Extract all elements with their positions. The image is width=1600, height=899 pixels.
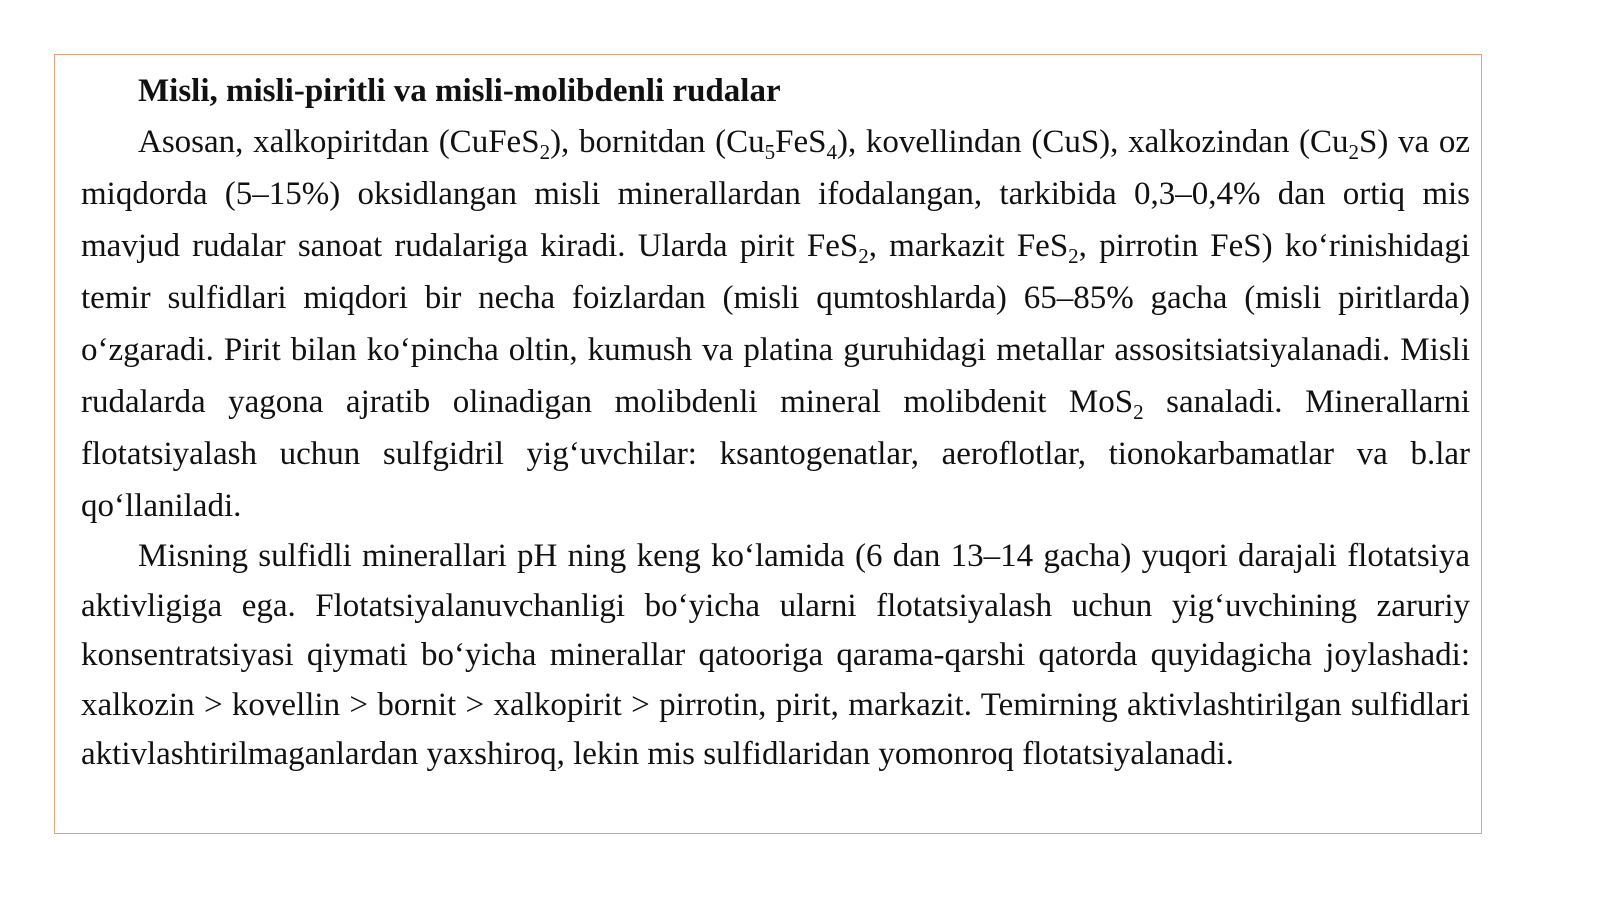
paragraph-flotation-activity: Misning sulfidli minerallari pH ning keng ko‘lamida (6 dan 13–14 gacha) yuqori darajali flotatsiya aktivligiga ega. Flotatsiyalanuvchanligi bo‘yicha ularni flotatsiyalash uchun yig‘uvchining zaruriy konsentratsiyasi qiymati bo‘yicha minerallar qatooriga qarama-qarshi qatorda quyidagicha joylashadi: xalkozin > kovellin > bornit > xalkopirit > pirrotin, pirit, markazit. Temirning aktivlashtirilgan sulfidlari aktivlashtirilmaganlardan yaxshiroq, lekin mis sulfidlaridan yomonroq flotatsiyalanadi. (81, 538, 1470, 772)
paragraph-copper-ores (81, 116, 1470, 532)
text-run: Asosan, xalkopiritdan (CuFeS (138, 124, 540, 160)
subscript: 2 (1133, 400, 1144, 424)
text-run: FeS (775, 124, 827, 160)
subscript: 2 (539, 140, 551, 164)
text-run: , pirrotin FeS) ko‘rinishidagi temir sulfidlari miqdori bir necha foizlardan (misli qumtoshlarda) 65–85% gacha (misli piritlarda) o‘zgaradi. Pirit bilan ko‘pincha oltin, kumush va platina guruhidagi metallar assositsiatsiyalanadi. Misli rudalarda yagona ajratib olinadigan molibdenli mineral molibdenit MoS (81, 228, 1470, 420)
subscript: 4 (826, 140, 837, 164)
text-run: sanaladi. Minerallarni flotatsiyalash uchun sulfgidril yig‘uvchilar: ksantogenatlar, aeroflotlar, tionokarbamatlar va b.lar qo‘llaniladi. (81, 384, 1471, 524)
text-run: ), bornitdan (Cu (550, 124, 765, 160)
text-run: , markazit FeS (868, 228, 1069, 264)
text-run: ), kovellindan (CuS), xalkozindan (Cu (836, 124, 1349, 160)
subscript: 2 (1068, 244, 1079, 268)
text-run: S) va oz miqdorda (5–15%) oksidlangan misli minerallardan ifodalangan, tarkibida 0,3–0,4% dan ortiq mis mavjud rudalar sanoat rudalariga kiradi. Ularda pirit FeS (81, 124, 1470, 264)
section-heading: Misli, misli-piritli va misli-molibdenli rudalar (138, 73, 781, 109)
subscript: 2 (858, 244, 869, 268)
subscript: 5 (764, 140, 776, 164)
subscript: 2 (1348, 140, 1360, 164)
document-body (81, 66, 1470, 780)
